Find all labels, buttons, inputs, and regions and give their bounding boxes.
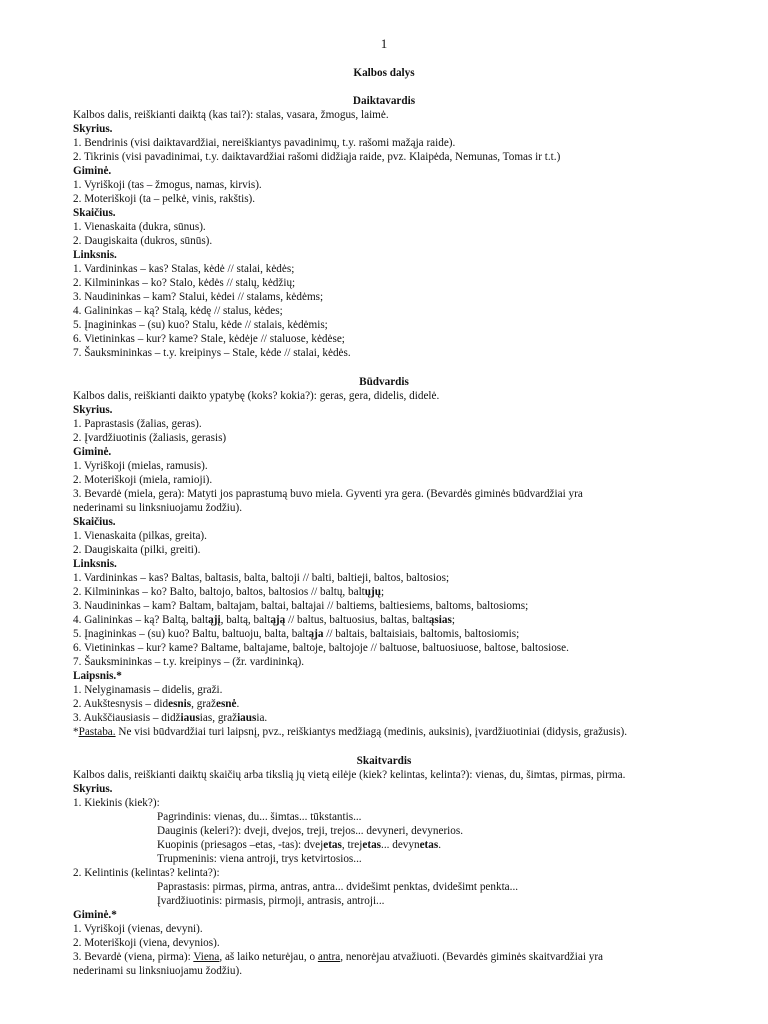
text-line — [73, 908, 117, 922]
text-segment: 2. Tikrinis (visi pavadinimai, t.y. daiktavardžiai rašomi didžiąja raide, pvz. Klaipėda, Nemunas, Tomas ir t.t.) — [73, 151, 561, 163]
text-segment: 3. Bevardė (miela, gera): Matyti jos paprastumą buvo miela. Gyventi yra gera. (Bevardės giminės būdvardžiai yra — [73, 488, 583, 500]
text-segment: 2. Moteriškoji (miela, ramioji). — [73, 474, 213, 486]
text-segment: 7. Šauksmininkas – t.y. kreipinys – Stale, kėde // stalai, kėdės. — [73, 347, 351, 359]
text-segment: ... devyn — [381, 839, 420, 851]
text-line — [73, 431, 226, 445]
text-segment: Ne visi būdvardžiai turi laipsnį, pvz., reiškiantys medžiagą (medinis, auksinis), įvardžiuotiniai (didysis, gražusis). — [115, 726, 627, 738]
section-heading — [0, 375, 768, 389]
bold-text: etas — [323, 839, 342, 851]
text-segment: 6. Vietininkas – kur? kame? Stale, kėdėje // staluose, kėdėse; — [73, 333, 345, 345]
text-line — [73, 782, 112, 796]
text-line — [73, 108, 389, 122]
document-title: Kalbos dalys — [353, 67, 415, 79]
text-line — [73, 178, 262, 192]
text-segment: Trupmeninis: viena antroji, trys ketvirtosios... — [157, 853, 362, 865]
text-line — [73, 445, 111, 459]
text-segment: , baltą, balt — [220, 614, 271, 626]
text-segment: , trej — [341, 839, 363, 851]
text-line — [157, 880, 518, 894]
text-line — [73, 543, 200, 557]
text-segment: , aš laiko neturėjau, o — [219, 951, 318, 963]
bold-text: etas — [419, 839, 439, 851]
text-line — [73, 950, 603, 964]
text-line — [73, 122, 112, 136]
text-segment: 5. Įnagininkas – (su) kuo? Baltu, baltuoju, balta, balt — [73, 628, 309, 640]
bold-text: iaus — [180, 712, 200, 724]
bold-text: Skyrius. — [73, 404, 113, 416]
text-line — [73, 304, 283, 318]
text-segment: * — [73, 726, 79, 738]
text-line — [73, 768, 625, 782]
text-line — [73, 417, 202, 431]
text-line — [73, 796, 160, 810]
text-segment: Kuopinis (priesagos –etas, -tas): dvej — [157, 839, 324, 851]
underlined-text: Viena — [193, 951, 220, 963]
text-line — [73, 655, 304, 669]
text-segment: 2. Įvardžiuotinis (žaliasis, gerasis) — [73, 432, 227, 444]
section-heading — [0, 94, 768, 108]
text-segment: 6. Vietininkas – kur? kame? Baltame, baltajame, baltoje, baltojoje // baltuose, baltuosiuose, baltose, baltosiose. — [73, 642, 569, 654]
text-segment: // baltais, baltaisiais, baltomis, baltosiomis; — [323, 628, 520, 640]
text-segment: 2. Kilmininkas – ko? Stalo, kėdės // stalų, kėdžių; — [73, 277, 296, 289]
text-segment: 1. Vardininkas – kas? Stalas, kėdė // stalai, kėdės; — [73, 263, 295, 275]
text-segment: Skaitvardis — [356, 755, 412, 767]
text-segment: Pagrindinis: vienas, du... šimtas... tūkstantis... — [157, 811, 362, 823]
text-segment: . — [236, 698, 240, 710]
text-segment: 1. Paprastasis (žalias, geras). — [73, 418, 202, 430]
text-segment: 1. Vienaskaita (dukra, sūnus). — [73, 221, 206, 233]
text-segment: ; — [451, 614, 455, 626]
bold-text: Laipsnis.* — [73, 670, 122, 682]
text-segment: 5. Įnagininkas – (su) kuo? Stalu, kėde // stalais, kėdėmis; — [73, 319, 328, 331]
text-segment: Paprastasis: pirmas, pirma, antras, antra... dvidešimt penktas, dvidešimt penkta... — [157, 881, 519, 893]
text-line — [73, 964, 242, 978]
bold-text: Linksnis. — [73, 249, 117, 261]
text-segment: Kalbos dalis, reiškianti daiktą (kas tai?): stalas, vasara, žmogus, laimė. — [73, 109, 389, 121]
text-segment: 2. Aukštesnysis – did — [73, 698, 169, 710]
text-line — [73, 150, 560, 164]
bold-text: esnis — [168, 698, 192, 710]
text-line — [73, 725, 627, 739]
text-segment: 2. Daugiskaita (pilki, greiti). — [73, 544, 201, 556]
bold-text: etas — [362, 839, 382, 851]
bold-text: Skaičius. — [73, 516, 116, 528]
text-line — [157, 810, 361, 824]
text-segment: 3. Naudininkas – kam? Stalui, kėdei // stalams, kėdėms; — [73, 291, 324, 303]
text-segment: 1. Vienaskaita (pilkas, greita). — [73, 530, 207, 542]
text-line — [73, 487, 583, 501]
text-segment: Būdvardis — [359, 376, 409, 388]
text-segment: nederinami su linksniuojamu žodžiu). — [73, 965, 243, 977]
text-line — [73, 206, 116, 220]
text-segment: 4. Galininkas – ką? Stalą, kėdę // stalus, kėdes; — [73, 305, 283, 317]
text-line — [73, 164, 111, 178]
bold-text: iaus — [237, 712, 257, 724]
text-line — [73, 318, 328, 332]
bold-text: ąsias — [428, 614, 452, 626]
text-segment: 3. Aukščiausiasis – didž — [73, 712, 181, 724]
text-line — [73, 613, 455, 627]
text-segment: 1. Vyriškoji (vienas, devyni). — [73, 923, 203, 935]
text-segment: 4. Galininkas – ką? Baltą, balt — [73, 614, 209, 626]
text-line — [73, 922, 203, 936]
text-line — [73, 473, 212, 487]
text-line — [73, 136, 455, 150]
text-segment: 1. Kiekinis (kiek?): — [73, 797, 160, 809]
text-segment: 1. Vyriškoji (mielas, ramusis). — [73, 460, 208, 472]
bold-text: ąjį — [208, 614, 221, 626]
text-line — [73, 290, 323, 304]
text-segment: 1. Nelyginamasis – didelis, graži. — [73, 684, 223, 696]
text-segment: 1. Vyriškoji (tas – žmogus, namas, kirvis). — [73, 179, 262, 191]
text-line — [73, 627, 519, 641]
text-line — [73, 276, 295, 290]
bold-text: ųjų — [364, 586, 381, 598]
text-segment: 2. Moteriškoji (ta – pelkė, vinis, rakštis). — [73, 193, 256, 205]
text-line — [73, 403, 112, 417]
page-number: 1 — [380, 36, 388, 51]
text-line — [73, 697, 239, 711]
text-line — [73, 683, 222, 697]
text-line — [73, 248, 117, 262]
bold-text: Giminė. — [73, 165, 112, 177]
text-line — [157, 852, 362, 866]
text-line — [73, 585, 384, 599]
text-line — [73, 529, 207, 543]
text-segment: 2. Kilmininkas – ko? Balto, baltojo, baltos, baltosios // baltų, balt — [73, 586, 365, 598]
bold-text: Skyrius. — [73, 123, 113, 135]
text-segment: Įvardžiuotinis: pirmasis, pirmoji, antrasis, antroji... — [157, 895, 385, 907]
text-line — [73, 220, 206, 234]
text-segment: Kalbos dalis, reiškianti daikto ypatybę (koks? kokia?): geras, gera, didelis, didelė. — [73, 390, 440, 402]
text-line — [73, 332, 345, 346]
text-segment: ias, graž — [199, 712, 238, 724]
text-segment: Daiktavardis — [352, 95, 416, 107]
bold-text: Linksnis. — [73, 558, 117, 570]
text-line — [157, 824, 463, 838]
text-line — [73, 599, 528, 613]
text-line — [73, 866, 220, 880]
bold-text: ąja — [308, 628, 324, 640]
text-line — [73, 669, 122, 683]
text-segment: . — [438, 839, 441, 851]
text-line — [73, 234, 212, 248]
text-segment: 1. Vardininkas – kas? Baltas, baltasis, balta, baltoji // balti, baltieji, baltos, baltosios; — [73, 572, 450, 584]
text-segment: , graž — [191, 698, 216, 710]
text-line — [73, 515, 116, 529]
text-line — [73, 936, 220, 950]
text-line — [73, 711, 267, 725]
text-line — [73, 389, 439, 403]
text-line — [73, 262, 294, 276]
text-segment: 3. Bevardė (viena, pirma): — [73, 951, 194, 963]
text-line — [73, 571, 449, 585]
text-segment: ia. — [256, 712, 268, 724]
text-segment: 1. Bendrinis (visi daiktavardžiai, nereiškiantys pavadinimų, t.y. rašomi mažąja raide). — [73, 137, 456, 149]
text-line — [157, 894, 384, 908]
bold-text: esnė — [215, 698, 237, 710]
text-segment: 2. Daugiskaita (dukros, sūnūs). — [73, 235, 213, 247]
bold-text: Giminė. — [73, 446, 112, 458]
bold-text: Skaičius. — [73, 207, 116, 219]
text-segment: Dauginis (keleri?): dveji, dvejos, treji, trejos... devyneri, devynerios. — [157, 825, 464, 837]
underlined-text: Pastaba. — [78, 726, 116, 738]
text-line — [73, 641, 569, 655]
text-line — [73, 501, 242, 515]
text-segment: nederinami su linksniuojamu žodžiu). — [73, 502, 243, 514]
text-line — [73, 346, 351, 360]
text-segment: ; — [380, 586, 385, 598]
text-segment: Kalbos dalis, reiškianti daiktų skaičių arba tikslią jų vietą eilėje (kiek? kelintas, kelinta?): vienas, du, šimtas, pirmas, pirma. — [73, 769, 626, 781]
text-line — [73, 557, 117, 571]
text-segment: , nenorėjau atvažiuoti. (Bevardės giminės skaitvardžiai yra — [340, 951, 604, 963]
text-segment: 3. Naudininkas – kam? Baltam, baltajam, baltai, baltajai // baltiems, baltiesiems, baltoms, baltosioms; — [73, 600, 529, 612]
bold-text: Skyrius. — [73, 783, 113, 795]
text-segment: // baltus, baltuosius, baltas, balt — [285, 614, 429, 626]
text-segment: 2. Moteriškoji (viena, devynios). — [73, 937, 220, 949]
bold-text: ąją — [270, 614, 286, 626]
text-line — [73, 192, 255, 206]
underlined-text: antra — [317, 951, 341, 963]
bold-text: Giminė.* — [73, 909, 117, 921]
text-segment: 2. Kelintinis (kelintas? kelinta?): — [73, 867, 220, 879]
text-segment: 7. Šauksmininkas – t.y. kreipinys – (žr. vardininką). — [73, 656, 305, 668]
text-line — [73, 459, 208, 473]
text-line — [157, 838, 441, 852]
section-heading — [0, 754, 768, 768]
